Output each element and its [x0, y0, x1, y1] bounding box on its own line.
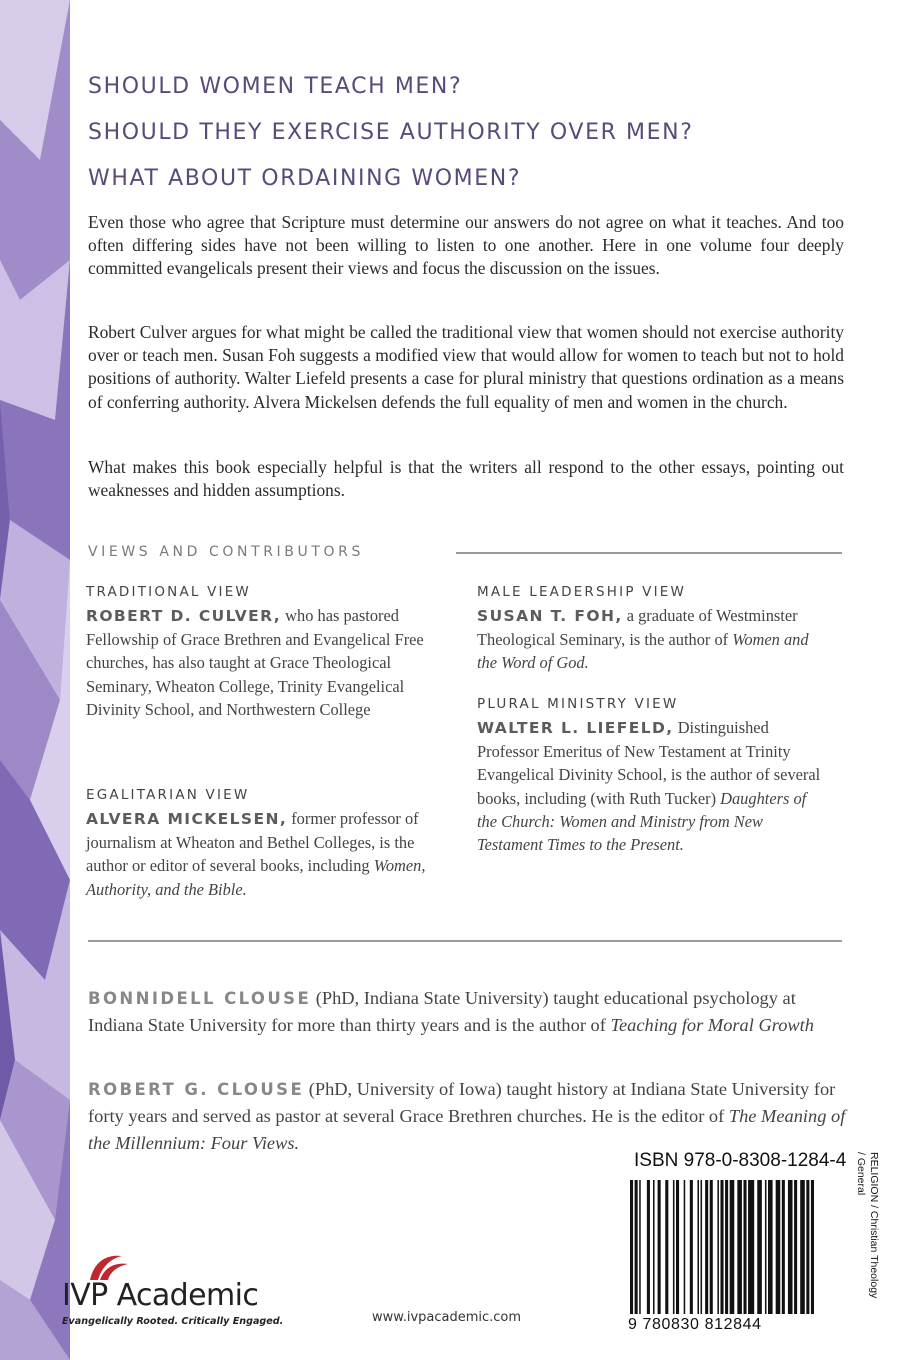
barcode-digits: 9 780830 812844 — [628, 1316, 818, 1334]
barcode-bar — [720, 1180, 723, 1314]
barcode-bar — [725, 1180, 728, 1314]
description-paragraph-2: Robert Culver argues for what might be called the traditional view that women should not exercise authority over or teach men. Susan Foh suggests a modified view that would allow for women to teach but not to hold positions of authority. Walter Liefeld presents a case for plural ministry that questions ordination as a means of conferring authority. Alvera Mickelsen defends the full equality of men and women in the church. — [88, 322, 844, 412]
publisher-name: IVP Academic — [62, 1278, 259, 1313]
section-title: VIEWS AND CONTRIBUTORS — [88, 544, 364, 560]
description-paragraph-3: What makes this book especially helpful is that the writers all respond to the other essays, pointing out weaknesses and hidden assumptions. — [88, 457, 844, 501]
barcode-bar — [737, 1180, 742, 1314]
contributor-male-leadership — [477, 604, 827, 675]
contributor-egalitarian — [86, 807, 448, 901]
contributor-name: SUSAN T. FOH, — [477, 607, 623, 625]
barcode-bar — [776, 1180, 781, 1314]
editors-divider — [88, 940, 842, 942]
contributor-bio: Distinguished Professor Emeritus of New Testament at Trinity Evangelical Divinity School, is the author of several books, including (with Ruth Tucker) — [477, 718, 821, 808]
view-label-male-leadership: MALE LEADERSHIP VIEW — [477, 584, 687, 600]
barcode-bar — [653, 1180, 655, 1314]
barcode-bar — [730, 1180, 735, 1314]
headline-question-1: SHOULD WOMEN TEACH MEN? — [88, 74, 463, 99]
view-label-plural-ministry: PLURAL MINISTRY VIEW — [477, 696, 679, 712]
barcode-bar — [665, 1180, 668, 1314]
barcode-bar — [710, 1180, 713, 1314]
view-label-egalitarian: EGALITARIAN VIEW — [86, 787, 250, 803]
contributor-name: WALTER L. LIEFELD, — [477, 719, 674, 737]
barcode-bar — [647, 1180, 650, 1314]
barcode-bar — [701, 1180, 703, 1314]
publisher-tagline: Evangelically Rooted. Critically Engaged. — [62, 1316, 284, 1327]
contributor-name: ALVERA MICKELSEN, — [86, 810, 288, 828]
isbn: ISBN 978-0-8308-1284-4 — [634, 1150, 847, 1171]
barcode-bar — [639, 1180, 641, 1314]
barcode-bar — [811, 1180, 814, 1314]
barcode-bar — [743, 1180, 746, 1314]
barcode-bar — [800, 1180, 805, 1314]
barcode-bar — [705, 1180, 708, 1314]
barcode-bar — [697, 1180, 699, 1314]
contributor-traditional — [86, 604, 426, 721]
view-label-traditional: TRADITIONAL VIEW — [86, 584, 251, 600]
barcode-bar — [690, 1180, 693, 1314]
section-divider — [456, 552, 842, 554]
publisher-website: www.ivpacademic.com — [372, 1310, 522, 1325]
barcode-bar — [673, 1180, 675, 1314]
editor-bio: (PhD, Indiana State University) taught educational psychology at Indiana State University for more than thirty years and is the author of — [88, 988, 796, 1035]
barcode-bar — [717, 1180, 719, 1314]
book-title: The Meaning of the Millennium: Four Views. — [88, 1106, 846, 1153]
book-title: Daughters of the Church: Women and Ministry from New Testament Times to the Present. — [477, 788, 807, 855]
editor-name: BONNIDELL CLOUSE — [88, 989, 312, 1008]
description-paragraph-1: Even those who agree that Scripture must determine our answers do not agree on what it teaches. And too often differing sides have not been willing to listen to one another. Here in one volume four deeply committed evangelicals present their views and focus the discussion on the issues. — [88, 212, 844, 279]
editor-bio-2 — [88, 1076, 854, 1157]
editor-bio-1 — [88, 985, 854, 1039]
barcode-bar — [782, 1180, 785, 1314]
contributor-name: ROBERT D. CULVER, — [86, 607, 282, 625]
decorative-purple-strip — [0, 0, 70, 1360]
editor-name: ROBERT G. CLOUSE — [88, 1080, 305, 1099]
barcode-bar — [757, 1180, 762, 1314]
barcode-bar — [765, 1180, 767, 1314]
barcode-bar — [768, 1180, 773, 1314]
bisac-text: RELIGION / Christian Theology / General — [855, 1152, 880, 1299]
barcode-bar — [806, 1180, 809, 1314]
bisac-category — [834, 1152, 880, 1302]
barcode-bar — [658, 1180, 661, 1314]
book-title: Teaching for Moral Growth — [610, 1015, 814, 1035]
barcode-bar — [676, 1180, 679, 1314]
contributor-plural-ministry — [477, 716, 829, 856]
book-title: Women and the Word of God. — [477, 630, 809, 673]
barcode-bar — [630, 1180, 633, 1314]
contributor-bio: who has pastored Fellowship of Grace Brethren and Evangelical Free churches, has also taught at Grace Theological Seminary, Wheaton College, Trinity Evangelical Divinity School, and Northwestern College — [86, 606, 424, 719]
barcode-bar — [635, 1180, 638, 1314]
contributor-bio: former professor of journalism at Wheaton and Bethel Colleges, is the author or editor of several books, including — [86, 809, 419, 876]
publisher-logo — [60, 1252, 300, 1332]
headline-question-2: SHOULD THEY EXERCISE AUTHORITY OVER MEN? — [88, 120, 694, 145]
barcode-bar — [748, 1180, 754, 1314]
editor-bio: (PhD, University of Iowa) taught history at Indiana State University for forty years and served as pastor at several Grace Brethren churches. He is the editor of — [88, 1079, 836, 1126]
barcode-bar — [794, 1180, 797, 1314]
barcode-bar — [788, 1180, 793, 1314]
barcode-bar — [684, 1180, 686, 1314]
contributor-bio: a graduate of Westminster Theological Seminary, is the author of — [477, 606, 798, 650]
headline-question-3: WHAT ABOUT ORDAINING WOMEN? — [88, 166, 522, 191]
book-title: Women, Authority, and the Bible. — [86, 856, 426, 899]
